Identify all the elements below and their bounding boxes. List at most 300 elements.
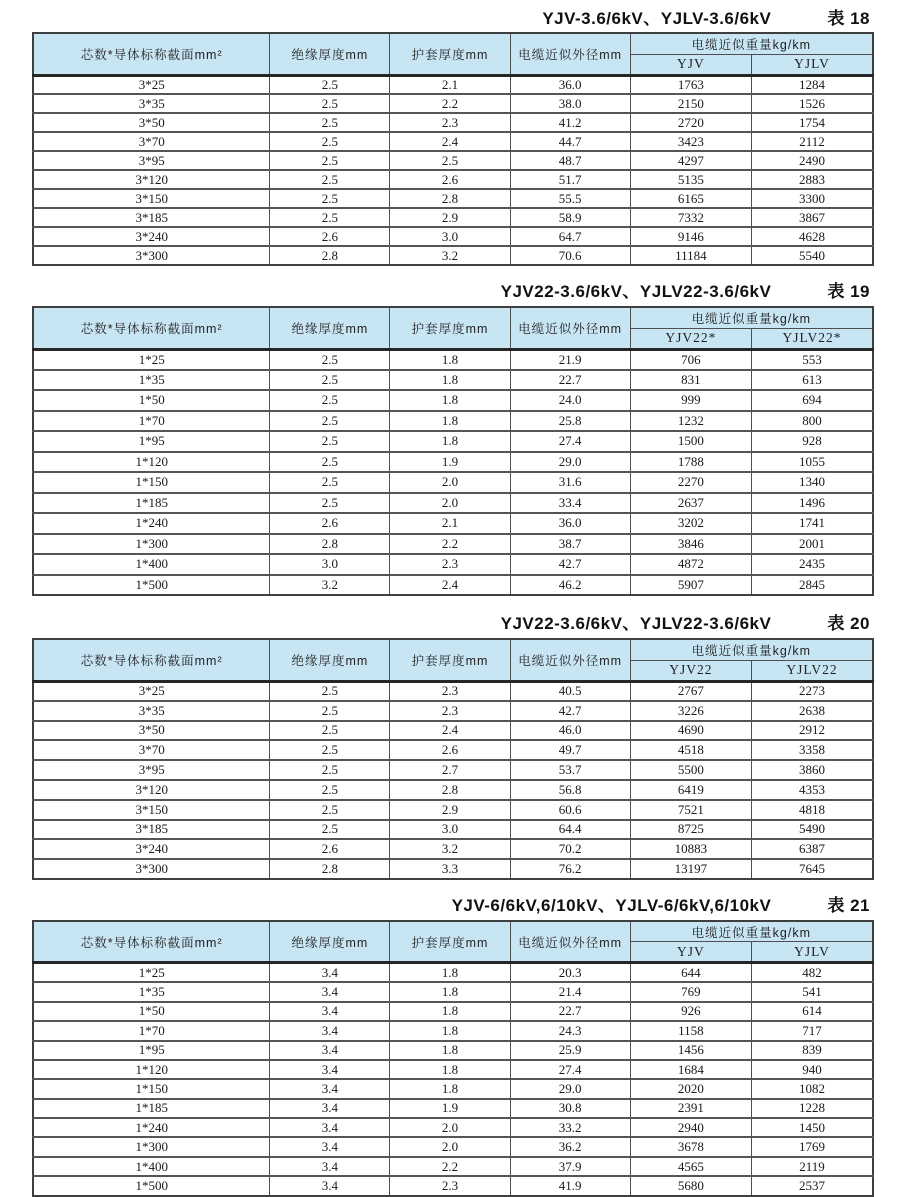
table-row <box>33 1079 873 1098</box>
cell-spec: 1*150 <box>33 1079 270 1098</box>
table-row <box>33 1099 873 1118</box>
cell-sheath: 1.9 <box>390 452 510 473</box>
cell-weight-1: 3202 <box>630 513 751 534</box>
cell-weight-2: 2912 <box>752 721 873 741</box>
cell-weight-2: 717 <box>752 1021 873 1040</box>
cell-spec: 1*240 <box>33 513 270 534</box>
cell-insulation: 2.5 <box>270 681 390 701</box>
cell-weight-1: 6419 <box>630 780 751 800</box>
table-row <box>33 721 873 741</box>
table-row <box>33 113 873 132</box>
cell-insulation: 3.4 <box>270 963 390 982</box>
cell-sheath: 2.9 <box>390 800 510 820</box>
cell-diameter: 29.0 <box>510 452 630 473</box>
cell-spec: 3*300 <box>33 246 270 265</box>
cell-spec: 3*95 <box>33 151 270 170</box>
cell-insulation: 3.4 <box>270 1041 390 1060</box>
cable-table-section <box>32 596 874 880</box>
cell-sheath: 2.1 <box>390 513 510 534</box>
table-row <box>33 1118 873 1137</box>
cell-sheath: 1.8 <box>390 349 510 370</box>
header-weight-sub2: YJLV22 <box>752 660 873 681</box>
header-weight-sub1: YJV <box>630 942 751 963</box>
cell-spec: 1*95 <box>33 1041 270 1060</box>
cell-sheath: 2.0 <box>390 493 510 514</box>
cell-insulation: 2.5 <box>270 800 390 820</box>
cell-diameter: 56.8 <box>510 780 630 800</box>
table-row <box>33 75 873 94</box>
cell-weight-2: 1526 <box>752 94 873 113</box>
cell-diameter: 38.0 <box>510 94 630 113</box>
cell-weight-2: 4818 <box>752 800 873 820</box>
cell-diameter: 41.9 <box>510 1176 630 1195</box>
cell-insulation: 2.8 <box>270 534 390 555</box>
table-row <box>33 1041 873 1060</box>
table-row <box>33 859 873 879</box>
cell-spec: 1*95 <box>33 431 270 452</box>
header-approx-diameter: 电缆近似外径mm <box>510 921 630 963</box>
cell-sheath: 1.8 <box>390 431 510 452</box>
header-insulation-thickness: 绝缘厚度mm <box>270 307 390 349</box>
cell-diameter: 36.2 <box>510 1137 630 1156</box>
cell-diameter: 51.7 <box>510 170 630 189</box>
cell-weight-1: 11184 <box>630 246 751 265</box>
header-sheath-thickness: 护套厚度mm <box>390 33 510 75</box>
cell-insulation: 3.4 <box>270 1137 390 1156</box>
cell-weight-1: 4518 <box>630 740 751 760</box>
cell-sheath: 2.0 <box>390 1118 510 1137</box>
cell-insulation: 2.5 <box>270 170 390 189</box>
cell-spec: 1*150 <box>33 472 270 493</box>
cell-diameter: 58.9 <box>510 208 630 227</box>
table-row <box>33 681 873 701</box>
cell-weight-2: 5490 <box>752 820 873 840</box>
table-row <box>33 839 873 859</box>
cell-weight-2: 2112 <box>752 132 873 151</box>
cell-spec: 3*120 <box>33 780 270 800</box>
table-row <box>33 800 873 820</box>
cell-weight-1: 1158 <box>630 1021 751 1040</box>
cell-spec: 1*50 <box>33 1002 270 1021</box>
cell-insulation: 3.4 <box>270 1002 390 1021</box>
cell-spec: 1*120 <box>33 452 270 473</box>
cell-insulation: 2.5 <box>270 780 390 800</box>
header-insulation-thickness: 绝缘厚度mm <box>270 639 390 681</box>
cell-sheath: 1.8 <box>390 370 510 391</box>
table-title: YJV-3.6/6kV、YJLV-3.6/6kV <box>542 9 772 28</box>
cell-spec: 1*300 <box>33 1137 270 1156</box>
cell-diameter: 25.8 <box>510 411 630 432</box>
cell-weight-1: 5680 <box>630 1176 751 1195</box>
table-row <box>33 760 873 780</box>
cell-diameter: 20.3 <box>510 963 630 982</box>
cell-diameter: 49.7 <box>510 740 630 760</box>
cell-weight-1: 9146 <box>630 227 751 246</box>
cell-weight-2: 2638 <box>752 701 873 721</box>
table-row <box>33 132 873 151</box>
cell-weight-2: 613 <box>752 370 873 391</box>
table-row <box>33 493 873 514</box>
cell-sheath: 2.1 <box>390 75 510 94</box>
cell-sheath: 1.8 <box>390 1002 510 1021</box>
cell-sheath: 1.9 <box>390 1099 510 1118</box>
table-row <box>33 151 873 170</box>
table-row <box>33 1002 873 1021</box>
cell-sheath: 2.5 <box>390 151 510 170</box>
cell-spec: 3*150 <box>33 189 270 208</box>
cell-weight-1: 3846 <box>630 534 751 555</box>
cell-sheath: 2.3 <box>390 701 510 721</box>
cell-diameter: 42.7 <box>510 554 630 575</box>
header-insulation-thickness: 绝缘厚度mm <box>270 33 390 75</box>
cell-diameter: 53.7 <box>510 760 630 780</box>
cell-insulation: 3.4 <box>270 1157 390 1176</box>
cell-insulation: 2.8 <box>270 246 390 265</box>
cell-diameter: 36.0 <box>510 513 630 534</box>
cell-weight-2: 4628 <box>752 227 873 246</box>
cell-weight-1: 1763 <box>630 75 751 94</box>
cell-weight-2: 1741 <box>752 513 873 534</box>
cell-diameter: 60.6 <box>510 800 630 820</box>
cable-table-section <box>32 0 874 266</box>
cell-weight-1: 13197 <box>630 859 751 879</box>
header-approx-diameter: 电缆近似外径mm <box>510 33 630 75</box>
cell-weight-1: 4690 <box>630 721 751 741</box>
cell-sheath: 2.3 <box>390 554 510 575</box>
cell-insulation: 2.5 <box>270 721 390 741</box>
cell-sheath: 1.8 <box>390 1021 510 1040</box>
cell-weight-2: 1340 <box>752 472 873 493</box>
cell-sheath: 2.4 <box>390 132 510 151</box>
cell-weight-1: 2270 <box>630 472 751 493</box>
table-body <box>33 349 873 595</box>
cell-weight-1: 926 <box>630 1002 751 1021</box>
table-row <box>33 554 873 575</box>
cell-weight-1: 2637 <box>630 493 751 514</box>
cell-diameter: 46.2 <box>510 575 630 596</box>
cell-diameter: 22.7 <box>510 1002 630 1021</box>
cell-diameter: 33.4 <box>510 493 630 514</box>
cable-spec-table <box>32 638 874 880</box>
header-weight-sub1: YJV <box>630 54 751 75</box>
cell-weight-2: 6387 <box>752 839 873 859</box>
table-row <box>33 246 873 265</box>
table-row <box>33 820 873 840</box>
cell-diameter: 31.6 <box>510 472 630 493</box>
header-approx-weight: 电缆近似重量kg/km <box>630 921 873 942</box>
cell-diameter: 48.7 <box>510 151 630 170</box>
cell-weight-1: 5907 <box>630 575 751 596</box>
cell-weight-1: 7332 <box>630 208 751 227</box>
header-weight-sub1: YJV22 <box>630 660 751 681</box>
table-row <box>33 94 873 113</box>
cell-weight-1: 4565 <box>630 1157 751 1176</box>
cell-weight-1: 4297 <box>630 151 751 170</box>
cell-weight-2: 1055 <box>752 452 873 473</box>
cell-diameter: 70.6 <box>510 246 630 265</box>
cell-weight-2: 1082 <box>752 1079 873 1098</box>
cell-insulation: 2.5 <box>270 208 390 227</box>
cell-weight-1: 706 <box>630 349 751 370</box>
table-row <box>33 1060 873 1079</box>
cell-weight-2: 5540 <box>752 246 873 265</box>
cell-diameter: 40.5 <box>510 681 630 701</box>
header-weight-sub2: YJLV <box>752 54 873 75</box>
cell-diameter: 64.4 <box>510 820 630 840</box>
cell-diameter: 33.2 <box>510 1118 630 1137</box>
cell-sheath: 2.7 <box>390 760 510 780</box>
table-title-row <box>32 0 874 32</box>
cell-insulation: 2.5 <box>270 760 390 780</box>
table-number: 表 19 <box>827 282 870 301</box>
cell-diameter: 38.7 <box>510 534 630 555</box>
cell-diameter: 46.0 <box>510 721 630 741</box>
cell-insulation: 2.5 <box>270 113 390 132</box>
table-row <box>33 534 873 555</box>
table-row <box>33 227 873 246</box>
table-row <box>33 370 873 391</box>
header-approx-weight: 电缆近似重量kg/km <box>630 307 873 328</box>
cell-weight-2: 541 <box>752 982 873 1001</box>
cell-weight-1: 3226 <box>630 701 751 721</box>
table-row <box>33 1137 873 1156</box>
cell-insulation: 2.5 <box>270 75 390 94</box>
cell-weight-1: 5500 <box>630 760 751 780</box>
cell-spec: 3*150 <box>33 800 270 820</box>
cell-weight-1: 1456 <box>630 1041 751 1060</box>
cell-diameter: 25.9 <box>510 1041 630 1060</box>
header-core-spec: 芯数*导体标称截面mm² <box>33 639 270 681</box>
table-body <box>33 681 873 879</box>
table-row <box>33 1021 873 1040</box>
cell-spec: 1*70 <box>33 411 270 432</box>
cell-insulation: 2.5 <box>270 431 390 452</box>
cell-sheath: 1.8 <box>390 963 510 982</box>
table-title: YJV-6/6kV,6/10kV、YJLV-6/6kV,6/10kV <box>451 895 772 915</box>
cell-spec: 1*500 <box>33 575 270 596</box>
cell-weight-2: 2845 <box>752 575 873 596</box>
cell-weight-1: 5135 <box>630 170 751 189</box>
header-sheath-thickness: 护套厚度mm <box>390 921 510 963</box>
cell-weight-1: 3423 <box>630 132 751 151</box>
cell-sheath: 2.2 <box>390 1157 510 1176</box>
cell-sheath: 3.3 <box>390 859 510 879</box>
cable-table-section <box>32 266 874 596</box>
cell-weight-1: 644 <box>630 963 751 982</box>
table-header <box>33 307 873 349</box>
cell-weight-1: 6165 <box>630 189 751 208</box>
table-title-row <box>32 880 874 920</box>
cell-weight-1: 831 <box>630 370 751 391</box>
cell-weight-2: 928 <box>752 431 873 452</box>
cell-diameter: 37.9 <box>510 1157 630 1176</box>
cell-sheath: 1.8 <box>390 411 510 432</box>
cell-weight-2: 3300 <box>752 189 873 208</box>
cell-spec: 3*240 <box>33 227 270 246</box>
cell-spec: 3*25 <box>33 681 270 701</box>
cell-diameter: 24.0 <box>510 390 630 411</box>
cell-sheath: 2.0 <box>390 1137 510 1156</box>
cell-spec: 3*95 <box>33 760 270 780</box>
cell-weight-2: 3867 <box>752 208 873 227</box>
cell-spec: 3*300 <box>33 859 270 879</box>
table-row <box>33 780 873 800</box>
cell-spec: 1*500 <box>33 1176 270 1195</box>
header-approx-weight: 电缆近似重量kg/km <box>630 33 873 54</box>
table-header <box>33 639 873 681</box>
cell-spec: 1*185 <box>33 493 270 514</box>
cell-insulation: 2.5 <box>270 820 390 840</box>
table-title-row <box>32 266 874 306</box>
table-number: 表 21 <box>827 895 870 915</box>
table-row <box>33 963 873 982</box>
cell-sheath: 2.4 <box>390 575 510 596</box>
table-row <box>33 472 873 493</box>
cell-spec: 1*70 <box>33 1021 270 1040</box>
cell-insulation: 2.6 <box>270 839 390 859</box>
cell-weight-2: 2119 <box>752 1157 873 1176</box>
cell-insulation: 3.4 <box>270 1060 390 1079</box>
cell-sheath: 2.3 <box>390 113 510 132</box>
cell-spec: 1*300 <box>33 534 270 555</box>
cell-weight-1: 1232 <box>630 411 751 432</box>
cell-sheath: 3.2 <box>390 839 510 859</box>
cell-weight-2: 1284 <box>752 75 873 94</box>
table-row <box>33 513 873 534</box>
cell-weight-2: 614 <box>752 1002 873 1021</box>
cell-sheath: 2.2 <box>390 534 510 555</box>
cable-table-section <box>32 880 874 1197</box>
cell-weight-2: 1769 <box>752 1137 873 1156</box>
cell-sheath: 2.8 <box>390 189 510 208</box>
cell-spec: 1*35 <box>33 982 270 1001</box>
header-weight-sub2: YJLV <box>752 942 873 963</box>
cell-spec: 1*400 <box>33 554 270 575</box>
cell-spec: 1*25 <box>33 349 270 370</box>
cell-insulation: 2.5 <box>270 701 390 721</box>
cell-insulation: 2.6 <box>270 227 390 246</box>
table-row <box>33 390 873 411</box>
cell-weight-1: 2020 <box>630 1079 751 1098</box>
cell-weight-2: 2435 <box>752 554 873 575</box>
header-insulation-thickness: 绝缘厚度mm <box>270 921 390 963</box>
table-row <box>33 349 873 370</box>
cell-weight-2: 694 <box>752 390 873 411</box>
cell-insulation: 2.5 <box>270 94 390 113</box>
table-row <box>33 701 873 721</box>
cell-diameter: 27.4 <box>510 431 630 452</box>
cell-diameter: 44.7 <box>510 132 630 151</box>
table-header <box>33 33 873 75</box>
cell-weight-2: 2273 <box>752 681 873 701</box>
table-number: 表 18 <box>827 9 870 28</box>
cell-sheath: 2.0 <box>390 472 510 493</box>
cell-insulation: 2.5 <box>270 493 390 514</box>
cell-spec: 3*50 <box>33 721 270 741</box>
table-row <box>33 189 873 208</box>
cell-sheath: 1.8 <box>390 1041 510 1060</box>
cell-insulation: 2.5 <box>270 740 390 760</box>
cell-spec: 3*50 <box>33 113 270 132</box>
cell-insulation: 3.4 <box>270 982 390 1001</box>
cell-sheath: 1.8 <box>390 1079 510 1098</box>
cell-diameter: 29.0 <box>510 1079 630 1098</box>
cell-weight-1: 999 <box>630 390 751 411</box>
cell-weight-2: 940 <box>752 1060 873 1079</box>
cell-weight-2: 2490 <box>752 151 873 170</box>
cell-insulation: 2.5 <box>270 370 390 391</box>
header-core-spec: 芯数*导体标称截面mm² <box>33 33 270 75</box>
cell-insulation: 2.5 <box>270 411 390 432</box>
cell-diameter: 70.2 <box>510 839 630 859</box>
table-body <box>33 963 873 1196</box>
table-title-row <box>32 596 874 638</box>
cell-sheath: 2.9 <box>390 208 510 227</box>
table-row <box>33 740 873 760</box>
cell-spec: 1*185 <box>33 1099 270 1118</box>
cell-weight-2: 1450 <box>752 1118 873 1137</box>
table-row <box>33 1157 873 1176</box>
header-core-spec: 芯数*导体标称截面mm² <box>33 307 270 349</box>
cell-insulation: 3.4 <box>270 1021 390 1040</box>
cell-weight-2: 1496 <box>752 493 873 514</box>
cell-spec: 3*185 <box>33 208 270 227</box>
cell-weight-2: 800 <box>752 411 873 432</box>
cell-weight-1: 7521 <box>630 800 751 820</box>
cell-spec: 3*240 <box>33 839 270 859</box>
cell-weight-2: 2883 <box>752 170 873 189</box>
cell-weight-1: 8725 <box>630 820 751 840</box>
header-approx-weight: 电缆近似重量kg/km <box>630 639 873 660</box>
cell-weight-1: 2150 <box>630 94 751 113</box>
header-sheath-thickness: 护套厚度mm <box>390 639 510 681</box>
table-row <box>33 982 873 1001</box>
cell-spec: 1*400 <box>33 1157 270 1176</box>
table-number: 表 20 <box>827 614 870 633</box>
cell-weight-1: 2720 <box>630 113 751 132</box>
cell-spec: 3*35 <box>33 701 270 721</box>
cable-spec-table <box>32 920 874 1197</box>
table-row <box>33 411 873 432</box>
cell-sheath: 2.3 <box>390 1176 510 1195</box>
cell-diameter: 24.3 <box>510 1021 630 1040</box>
table-row <box>33 1176 873 1195</box>
cell-insulation: 2.5 <box>270 132 390 151</box>
cell-insulation: 2.8 <box>270 859 390 879</box>
cell-spec: 3*70 <box>33 132 270 151</box>
cell-sheath: 2.3 <box>390 681 510 701</box>
cell-weight-2: 7645 <box>752 859 873 879</box>
cell-sheath: 2.2 <box>390 94 510 113</box>
cell-spec: 3*25 <box>33 75 270 94</box>
cell-sheath: 1.8 <box>390 982 510 1001</box>
cell-sheath: 2.6 <box>390 740 510 760</box>
cell-insulation: 3.2 <box>270 575 390 596</box>
cell-weight-1: 769 <box>630 982 751 1001</box>
cell-insulation: 2.5 <box>270 390 390 411</box>
header-weight-sub1: YJV22* <box>630 328 751 349</box>
cell-sheath: 3.0 <box>390 820 510 840</box>
cell-sheath: 3.2 <box>390 246 510 265</box>
cell-diameter: 21.9 <box>510 349 630 370</box>
cell-insulation: 2.6 <box>270 513 390 534</box>
cell-weight-1: 1684 <box>630 1060 751 1079</box>
cell-diameter: 55.5 <box>510 189 630 208</box>
cell-weight-2: 482 <box>752 963 873 982</box>
cell-weight-2: 2537 <box>752 1176 873 1195</box>
cell-weight-1: 3678 <box>630 1137 751 1156</box>
cell-insulation: 3.4 <box>270 1099 390 1118</box>
